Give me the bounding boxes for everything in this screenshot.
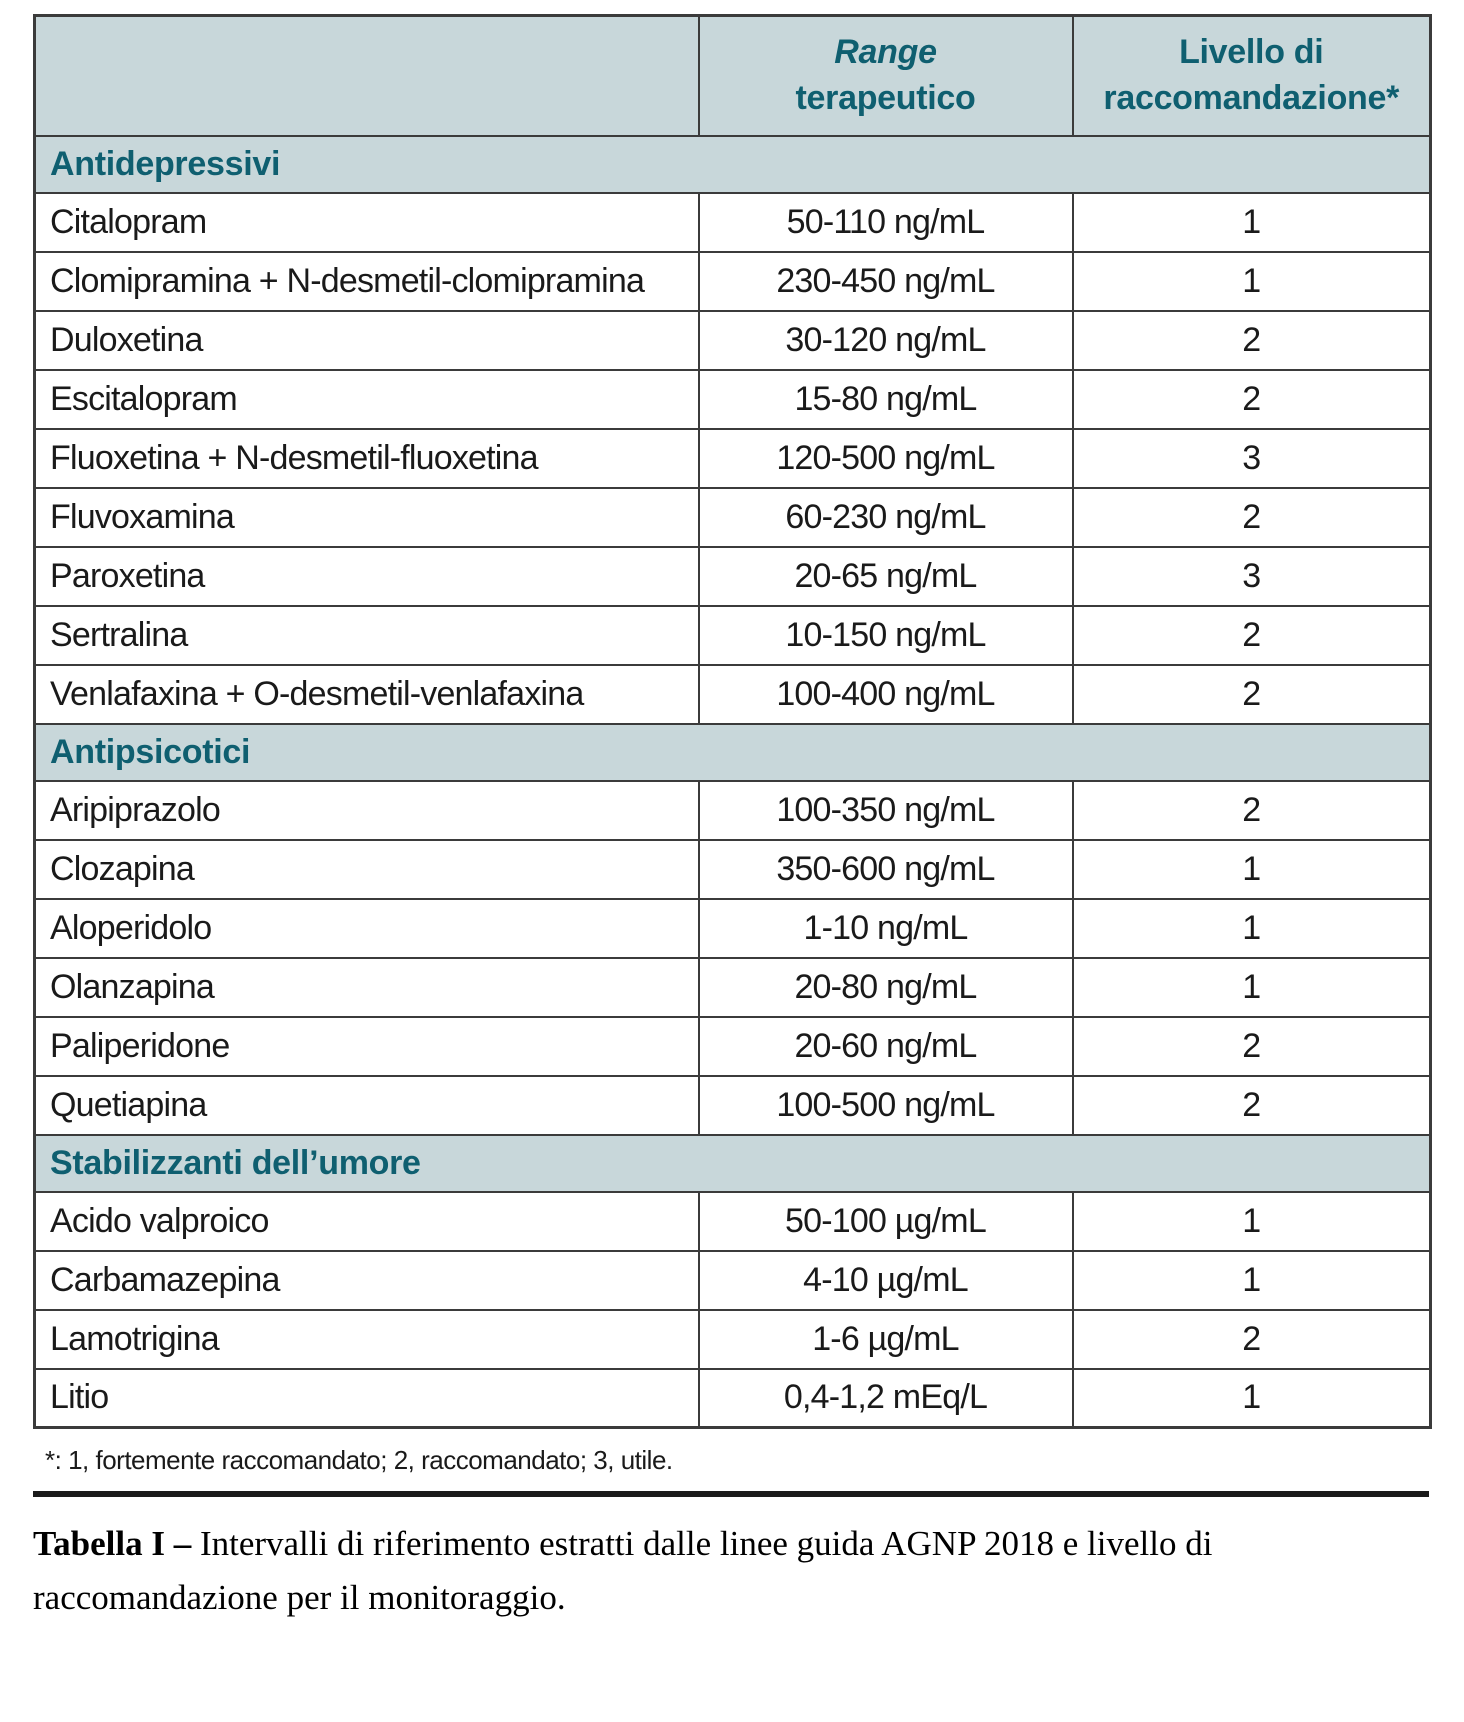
- drug-name-cell: Paliperidone: [35, 1017, 699, 1076]
- drug-name-cell: Venlafaxina + O-desmetil-venlafaxina: [35, 665, 699, 724]
- table-row: [35, 429, 1431, 488]
- drug-name-cell: Escitalopram: [35, 370, 699, 429]
- drug-name-cell: Fluvoxamina: [35, 488, 699, 547]
- drug-name-cell: Fluoxetina + N-desmetil-fluoxetina: [35, 429, 699, 488]
- level-cell: 2: [1073, 1076, 1431, 1135]
- level-cell: 1: [1073, 1369, 1431, 1428]
- range-cell: 230-450 ng/mL: [699, 252, 1073, 311]
- drug-name-cell: Lamotrigina: [35, 1310, 699, 1369]
- drug-name-cell: Aloperidolo: [35, 899, 699, 958]
- drug-name-cell: Aripiprazolo: [35, 781, 699, 840]
- drug-name-cell: Paroxetina: [35, 547, 699, 606]
- level-cell: 2: [1073, 665, 1431, 724]
- level-cell: 3: [1073, 429, 1431, 488]
- drug-name-cell: Olanzapina: [35, 958, 699, 1017]
- level-cell: 2: [1073, 606, 1431, 665]
- caption-label: Tabella I –: [33, 1524, 200, 1563]
- table-end-rule: [33, 1491, 1429, 1497]
- range-cell: 20-65 ng/mL: [699, 547, 1073, 606]
- table-row: [35, 1017, 1431, 1076]
- table-row: [35, 1192, 1431, 1251]
- table-row: [35, 311, 1431, 370]
- range-cell: 10-150 ng/mL: [699, 606, 1073, 665]
- level-cell: 2: [1073, 1310, 1431, 1369]
- table-row: [35, 899, 1431, 958]
- section-title: Antidepressivi: [35, 136, 1431, 193]
- range-cell: 20-60 ng/mL: [699, 1017, 1073, 1076]
- level-cell: 3: [1073, 547, 1431, 606]
- table-row: [35, 781, 1431, 840]
- range-cell: 1-6 µg/mL: [699, 1310, 1073, 1369]
- table-row: [35, 1251, 1431, 1310]
- section-row: [35, 136, 1431, 193]
- level-cell: 1: [1073, 958, 1431, 1017]
- header-livello-word: Livello di: [1179, 32, 1324, 71]
- range-cell: 50-110 ng/mL: [699, 193, 1073, 252]
- range-cell: 1-10 ng/mL: [699, 899, 1073, 958]
- level-cell: 1: [1073, 840, 1431, 899]
- level-cell: 1: [1073, 1192, 1431, 1251]
- range-cell: 50-100 µg/mL: [699, 1192, 1073, 1251]
- table-row: [35, 1310, 1431, 1369]
- drug-name-cell: Acido valproico: [35, 1192, 699, 1251]
- table-row: [35, 547, 1431, 606]
- table-footnote: *: 1, fortemente raccomandato; 2, raccomandato; 3, utile.: [45, 1445, 673, 1475]
- range-cell: 120-500 ng/mL: [699, 429, 1073, 488]
- section-title: Antipsicotici: [35, 724, 1431, 781]
- table-row: [35, 1369, 1431, 1428]
- range-cell: 60-230 ng/mL: [699, 488, 1073, 547]
- table-row: [35, 370, 1431, 429]
- range-cell: 20-80 ng/mL: [699, 958, 1073, 1017]
- drug-name-cell: Duloxetina: [35, 311, 699, 370]
- header-range-word: Range: [834, 32, 937, 71]
- table-row: [35, 840, 1431, 899]
- level-cell: 2: [1073, 488, 1431, 547]
- header-raccomandazione-word: raccomandazione*: [1103, 78, 1400, 117]
- drug-name-cell: Carbamazepina: [35, 1251, 699, 1310]
- table-row: [35, 488, 1431, 547]
- range-cell: 0,4-1,2 mEq/L: [699, 1369, 1073, 1428]
- header-row: [35, 16, 1431, 136]
- section-title: Stabilizzanti dell’umore: [35, 1135, 1431, 1192]
- caption-text: Intervalli di riferimento estratti dalle linee guida AGNP 2018 e livello di raccomandazione per il monitoraggio.: [33, 1524, 1213, 1618]
- table-row: [35, 665, 1431, 724]
- range-cell: 30-120 ng/mL: [699, 311, 1073, 370]
- section-row: [35, 1135, 1431, 1192]
- level-cell: 1: [1073, 1251, 1431, 1310]
- header-terapeutico-word: terapeutico: [795, 78, 976, 117]
- drug-name-cell: Quetiapina: [35, 1076, 699, 1135]
- drug-name-cell: Litio: [35, 1369, 699, 1428]
- table-row: [35, 1076, 1431, 1135]
- drug-name-cell: Sertralina: [35, 606, 699, 665]
- range-cell: 350-600 ng/mL: [699, 840, 1073, 899]
- level-cell: 1: [1073, 252, 1431, 311]
- drug-name-cell: Clomipramina + N-desmetil-clomipramina: [35, 252, 699, 311]
- table-row: [35, 193, 1431, 252]
- level-cell: 2: [1073, 311, 1431, 370]
- header-range-terapeutico: [699, 16, 1073, 136]
- table-row: [35, 958, 1431, 1017]
- range-cell: 100-350 ng/mL: [699, 781, 1073, 840]
- level-cell: 2: [1073, 1017, 1431, 1076]
- header-empty-cell: [35, 16, 699, 136]
- range-cell: 15-80 ng/mL: [699, 370, 1073, 429]
- header-livello-raccomandazione: [1073, 16, 1431, 136]
- level-cell: 1: [1073, 193, 1431, 252]
- level-cell: 1: [1073, 899, 1431, 958]
- table-caption: [33, 1517, 1429, 1626]
- drug-name-cell: Clozapina: [35, 840, 699, 899]
- level-cell: 2: [1073, 781, 1431, 840]
- range-cell: 4-10 µg/mL: [699, 1251, 1073, 1310]
- table-row: [35, 606, 1431, 665]
- level-cell: 2: [1073, 370, 1431, 429]
- section-row: [35, 724, 1431, 781]
- reference-table: [33, 14, 1432, 1429]
- table-row: [35, 252, 1431, 311]
- range-cell: 100-500 ng/mL: [699, 1076, 1073, 1135]
- range-cell: 100-400 ng/mL: [699, 665, 1073, 724]
- drug-name-cell: Citalopram: [35, 193, 699, 252]
